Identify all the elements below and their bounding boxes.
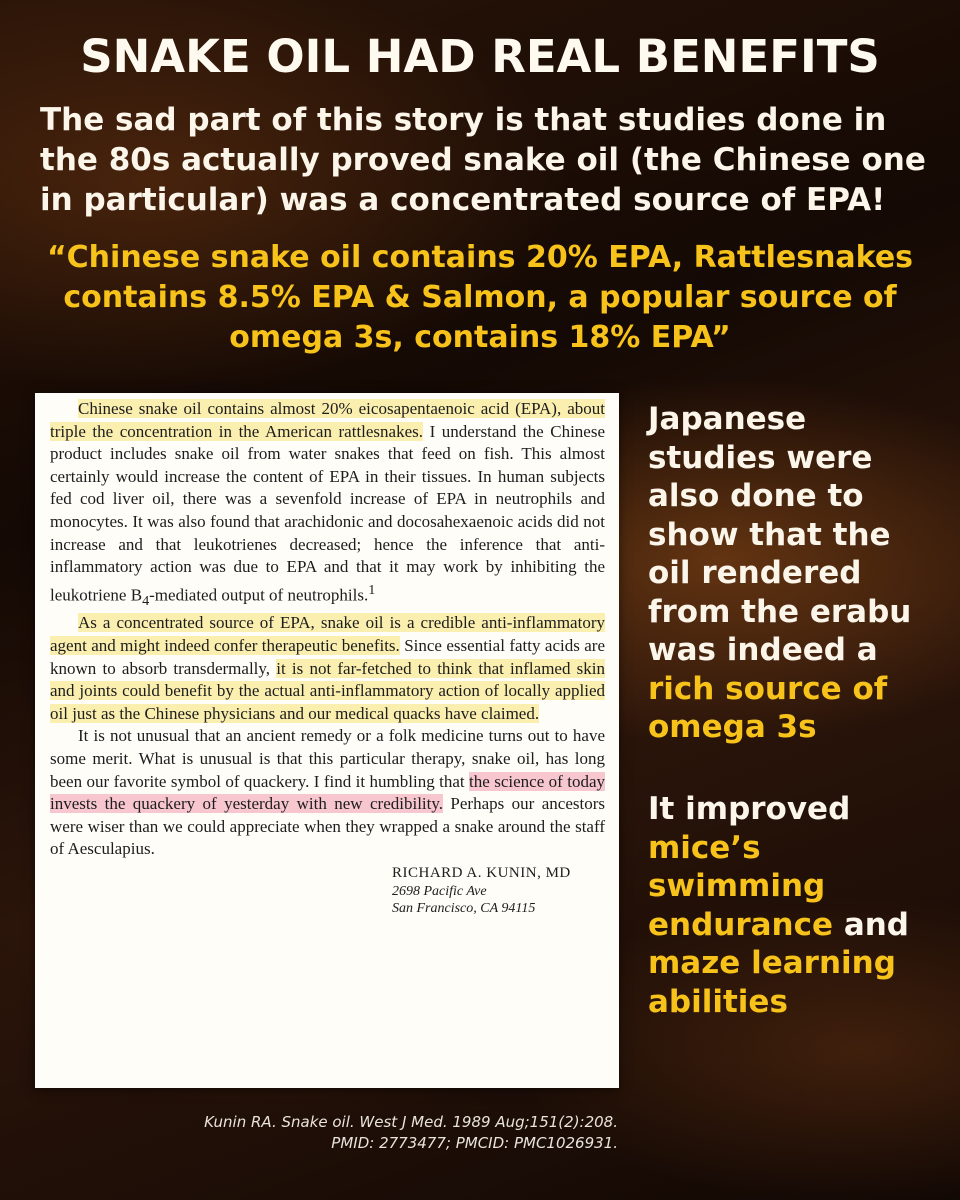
footnote-ref: 1: [368, 581, 376, 598]
author-signature: RICHARD A. KUNIN, MD: [392, 864, 571, 881]
highlight-yellow: Chinese snake oil contains almost 20% eicosapentaenoic acid (EPA), about triple the concentration in the American rattlesnakes.: [50, 399, 605, 441]
highlight-pink: the science of today invests the quackery of yesterday with new credibility.: [50, 771, 606, 814]
article-paragraph-1: Chinese snake oil contains almost 20% eicosapentaenoic acid (EPA), about triple the concentration in the American rattlesnakes. I understand the Chinese product includes snake oil from water snakes that feed on fish. This almost certainly would increase the content of EPA in their tissues. In human subjects fed cod liver oil, there was a sevenfold increase of EPA in neutrophils and monocytes. It was also found that arachidonic and docosahexaenoic acids did not increase and that leukotrienes decreased; hence the inference that anti-inflammatory action was due to EPA and that it may work by inhibiting the leukotriene $B_4$-mediated output of neutrophils.$^1$: [50, 399, 605, 609]
page-title: SNAKE OIL HAD REAL BENEFITS: [80, 30, 880, 83]
article-paragraph-2: As a concentrated source of EPA, snake oil is a credible anti-inflammatory agent and might indeed confer therapeutic benefits. Since essential fatty acids are known to absorb transdermally, it is not far-fetched to think that inflamed skin and joints could benefit by the actual anti-inflammatory action of locally applied oil just as the Chinese physicians and our medical quacks have claimed.: [50, 613, 606, 723]
pull-quote: “Chinese snake oil contains 20% EPA, Rattlesnakes contains 8.5% EPA & Salmon, a popular source of omega 3s, contains 18% EPA”: [46, 240, 914, 355]
intro-text: The sad part of this story is that studies done in the 80s actually proved snake oil (the Chinese one in particular) was a concentrated source of EPA!: [40, 102, 926, 218]
side-text-mice-results: It improved mice’s swimming endurance and maze learning abilities: [648, 791, 910, 1020]
author-address-line-2: San Francisco, CA 94115: [392, 900, 536, 916]
author-address-line-1: 2698 Pacific Ave: [392, 883, 487, 899]
citation: [204, 1112, 618, 1154]
highlight-yellow: it is not far-fetched to think that inflamed skin and joints could benefit by the actual anti-inflammatory action of locally applied oil just as the Chinese physicians and our medical quacks have claimed.: [50, 658, 606, 723]
article-paragraph-3: It is not unusual that an ancient remedy or a folk medicine turns out to have some merit. What is unusual is that this particular therapy, snake oil, has long been our favorite symbol of quackery. I find it humbling that the science of today invests the quackery of yesterday with new credibility. Perhaps our ancestors were wiser than we could appreciate when they wrapped a snake around the staff of Aesculapius.: [50, 726, 606, 859]
citation-line-2: PMID: 2773477; PMCID: PMC1026931.: [331, 1134, 618, 1152]
side-text-japanese-studies: Japanese studies were also done to show that the oil rendered from the erabu was indeed a rich source of omega 3s: [648, 401, 912, 745]
article-clipping: [35, 393, 619, 1088]
citation-line-1: Kunin RA. Snake oil. West J Med. 1989 Aug;151(2):208.: [204, 1113, 618, 1131]
highlight-yellow: As a concentrated source of EPA, snake oil is a credible anti-inflammatory agent and might indeed confer therapeutic benefits.: [50, 613, 605, 655]
